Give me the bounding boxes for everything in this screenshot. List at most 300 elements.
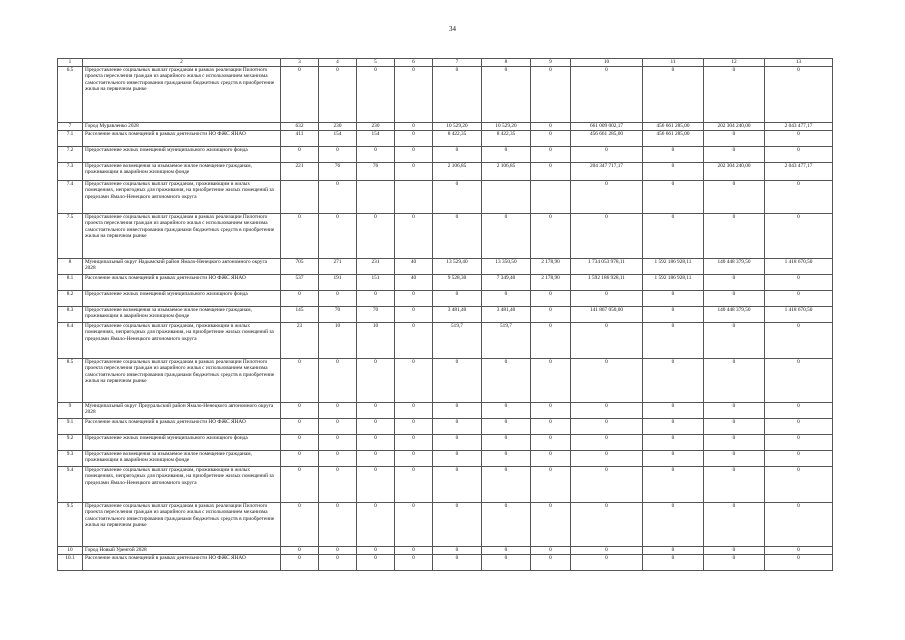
value-cell: 10 529,20 [482,123,531,131]
value-cell: 0 [571,435,643,451]
value-cell: 0 [643,467,704,503]
row-number-cell: 7.2 [58,147,83,163]
value-cell: 140 448 379,50 [704,307,765,323]
value-cell: 0 [281,503,319,547]
value-cell: 0 [433,181,482,214]
value-cell: 0 [765,435,833,451]
value-cell: 76 [357,163,395,181]
value-cell: 0 [765,555,833,571]
value-cell: 705 [281,259,319,275]
value-cell: 0 [482,291,531,307]
value-cell: 0 [357,214,395,259]
value-cell: 0 [319,435,357,451]
value-cell: 0 [704,467,765,503]
value-cell: 3 481,40 [433,307,482,323]
value-cell: 221 [281,163,319,181]
value-cell: 0 [395,451,433,467]
table-row [58,131,833,147]
value-cell: 0 [281,547,319,555]
value-cell: 0 [531,131,571,147]
value-cell: 0 [482,547,531,555]
value-cell: 0 [704,147,765,163]
value-cell: 0 [571,147,643,163]
value-cell: 0 [571,214,643,259]
value-cell: 0 [571,323,643,359]
value-cell: 0 [531,547,571,555]
value-cell: 0 [765,503,833,547]
row-number-cell: 8.4 [58,323,83,359]
row-description-cell: Предоставление социальных выплат гражданам, проживающим в жилых помещениях, непригодных для проживания, на приобретение жилых помещений за пределами Ямало-Ненецкого автономного округа [83,181,281,214]
value-cell: 154 [319,131,357,147]
value-cell: 0 [531,291,571,307]
value-cell [395,181,433,214]
value-cell: 0 [531,147,571,163]
row-number-cell: 9.3 [58,451,83,467]
value-cell: 0 [643,147,704,163]
value-cell: 0 [319,147,357,163]
value-cell: 0 [765,181,833,214]
value-cell: 0 [395,307,433,323]
column-header: 3 [281,59,319,67]
column-header: 10 [571,59,643,67]
value-cell: 0 [643,503,704,547]
value-cell [281,181,319,214]
value-cell: 0 [704,547,765,555]
value-cell: 0 [531,451,571,467]
value-cell: 0 [482,419,531,435]
value-cell: 2 178,90 [531,275,571,291]
value-cell: 0 [704,67,765,123]
value-cell: 0 [482,503,531,547]
value-cell: 7 349,40 [482,275,531,291]
table-row [58,435,833,451]
value-cell: 1 418 670,50 [765,259,833,275]
table-row [58,275,833,291]
value-cell: 0 [531,467,571,503]
value-cell: 0 [357,467,395,503]
value-cell: 0 [395,403,433,419]
value-cell: 0 [765,467,833,503]
value-cell: 0 [531,67,571,123]
value-cell: 0 [765,451,833,467]
column-header: 2 [83,59,281,67]
row-description-cell: Предоставление жилых помещений муниципального жилищного фонда [83,147,281,163]
value-cell: 0 [643,307,704,323]
row-number-cell: 10.1 [58,555,83,571]
row-description-cell: Предоставление социальных выплат гражданам, проживающим в жилых помещениях, непригодных для проживания, на приобретение жилых помещений за пределами Ямало-Ненецкого автономного округа [83,323,281,359]
table-body [58,67,833,571]
value-cell: 202 304 240,00 [704,123,765,131]
value-cell: 70 [357,307,395,323]
row-description-cell: Муниципальный округ Приуральский район Ямало-Ненецкого автономного округа 2028 [83,403,281,419]
value-cell: 13 529,40 [433,259,482,275]
value-cell: 0 [357,291,395,307]
value-cell: 1 592 186 928,11 [571,275,643,291]
value-cell: 0 [482,403,531,419]
value-cell: 0 [395,291,433,307]
value-cell: 0 [395,503,433,547]
value-cell: 0 [704,503,765,547]
column-header: 8 [482,59,531,67]
value-cell: 0 [281,555,319,571]
page-number: 34 [449,25,456,33]
table-row [58,323,833,359]
table-row [58,307,833,323]
value-cell: 1 592 186 928,11 [643,259,704,275]
value-cell: 271 [319,259,357,275]
value-cell: 0 [704,403,765,419]
value-cell: 70 [319,307,357,323]
value-cell: 9 528,30 [433,275,482,291]
value-cell: 0 [395,467,433,503]
value-cell: 0 [281,214,319,259]
value-cell: 0 [433,419,482,435]
value-cell: 0 [643,181,704,214]
value-cell: 0 [281,403,319,419]
value-cell: 40 [395,259,433,275]
value-cell: 1 734 053 978,11 [571,259,643,275]
row-number-cell: 7.5 [58,214,83,259]
value-cell: 2 106,85 [482,163,531,181]
value-cell: 0 [643,291,704,307]
value-cell: 231 [357,259,395,275]
value-cell: 0 [433,555,482,571]
value-cell: 230 [357,123,395,131]
value-cell: 204 347 717,17 [571,163,643,181]
value-cell: 0 [765,214,833,259]
row-number-cell: 7.4 [58,181,83,214]
value-cell: 0 [571,419,643,435]
value-cell: 0 [643,419,704,435]
value-cell: 0 [643,547,704,555]
table-row [58,181,833,214]
value-cell: 0 [765,67,833,123]
value-cell: 0 [531,214,571,259]
value-cell: 0 [482,467,531,503]
value-cell: 0 [482,214,531,259]
value-cell: 2 178,90 [531,259,571,275]
value-cell: 0 [704,555,765,571]
value-cell: 0 [319,359,357,403]
value-cell: 0 [395,359,433,403]
column-header: 9 [531,59,571,67]
value-cell: 0 [643,67,704,123]
table-row [58,555,833,571]
value-cell: 0 [482,555,531,571]
value-cell: 0 [482,359,531,403]
value-cell: 2 043 477,17 [765,163,833,181]
value-cell: 0 [482,147,531,163]
value-cell: 0 [395,123,433,131]
row-description-cell: Муниципальный округ Надымский район Ямало-Ненецкого автономного округа 2028 [83,259,281,275]
value-cell: 0 [482,435,531,451]
value-cell: 0 [357,547,395,555]
value-cell [482,181,531,214]
table-row [58,67,833,123]
value-cell: 0 [319,503,357,547]
value-cell: 0 [643,359,704,403]
value-cell: 0 [395,163,433,181]
row-number-cell: 8.2 [58,291,83,307]
value-cell: 0 [643,214,704,259]
value-cell: 0 [765,419,833,435]
value-cell: 0 [357,67,395,123]
value-cell: 0 [643,403,704,419]
value-cell: 0 [765,275,833,291]
table-row [58,419,833,435]
value-cell: 661 009 002,17 [571,123,643,131]
value-cell: 0 [571,67,643,123]
value-cell: 0 [395,147,433,163]
value-cell: 10 529,20 [433,123,482,131]
value-cell: 1 418 670,50 [765,307,833,323]
value-cell: 0 [319,291,357,307]
column-header: 1 [58,59,83,67]
value-cell: 0 [319,555,357,571]
value-cell: 0 [571,403,643,419]
value-cell: 0 [643,555,704,571]
column-header: 6 [395,59,433,67]
table-row [58,467,833,503]
value-cell: 10 [319,323,357,359]
value-cell: 76 [319,163,357,181]
value-cell: 0 [531,307,571,323]
value-cell: 0 [531,435,571,451]
value-cell: 0 [531,503,571,547]
row-number-cell: 8.1 [58,275,83,291]
row-description-cell: Предоставление социальных выплат гражданам, проживающим в жилых помещениях, непригодных для проживания, на приобретение жилых помещений за пределами Ямало-Ненецкого автономного округа [83,467,281,503]
value-cell: 0 [281,451,319,467]
value-cell: 0 [319,181,357,214]
value-cell: 0 [531,323,571,359]
value-cell: 0 [395,419,433,435]
value-cell: 40 [395,275,433,291]
value-cell: 0 [319,547,357,555]
row-number-cell: 8.5 [58,359,83,403]
data-table [57,58,833,571]
value-cell: 0 [433,359,482,403]
value-cell: 191 [319,275,357,291]
value-cell: 537 [281,275,319,291]
value-cell: 0 [571,451,643,467]
table-row [58,451,833,467]
row-description-cell: Город Муравленко 2028 [83,123,281,131]
value-cell: 140 448 379,50 [704,259,765,275]
value-cell: 0 [357,147,395,163]
row-description-cell: Предоставление социальных выплат гражданам в рамках реализации Пилотного проекта переселения граждан из аварийного жилья с использованием механизма самостоятельного инвестирования гражданами бюджетных средств в приобретение жилья на первичном рынке [83,214,281,259]
row-description-cell: Расселение жилых помещений в рамках деятельности НО ФЖС ЯНАО [83,131,281,147]
value-cell: 0 [571,181,643,214]
row-number-cell: 10 [58,547,83,555]
row-number-cell: 7 [58,123,83,131]
value-cell: 0 [319,214,357,259]
value-cell: 0 [704,323,765,359]
row-description-cell: Предоставление социальных выплат гражданам в рамках реализации Пилотного проекта переселения граждан из аварийного жилья с использованием механизма самостоятельного инвестирования гражданами бюджетных средств в приобретение жилья на первичном рынке [83,503,281,547]
value-cell: 0 [395,555,433,571]
value-cell: 0 [395,67,433,123]
value-cell: 0 [319,419,357,435]
table-row [58,214,833,259]
value-cell: 0 [433,547,482,555]
table-row [58,403,833,419]
value-cell: 1 592 186 928,11 [643,275,704,291]
value-cell: 519,7 [482,323,531,359]
value-cell: 0 [433,214,482,259]
value-cell: 8 422,35 [482,131,531,147]
value-cell: 0 [531,403,571,419]
value-cell: 23 [281,323,319,359]
row-description-cell: Предоставление социальных выплат гражданам в рамках реализации Пилотного проекта переселения граждан из аварийного жилья с использованием механизма самостоятельного инвестирования гражданами бюджетных средств в приобретение жилья на первичном рынке [83,359,281,403]
row-description-cell: Предоставление социальных выплат гражданам в рамках реализации Пилотного проекта переселения граждан из аварийного жилья с использованием механизма самостоятельного инвестирования гражданами бюджетных средств в приобретение жилья на первичном рынке [83,67,281,123]
table-row [58,503,833,547]
value-cell: 0 [395,323,433,359]
value-cell: 0 [531,555,571,571]
table-row [58,291,833,307]
value-cell: 0 [319,451,357,467]
row-number-cell: 9.2 [58,435,83,451]
value-cell: 0 [531,163,571,181]
value-cell [357,181,395,214]
value-cell: 519,7 [433,323,482,359]
value-cell: 0 [395,131,433,147]
value-cell: 145 [281,307,319,323]
value-cell: 0 [395,547,433,555]
value-cell: 0 [281,419,319,435]
value-cell: 202 304 240,00 [704,163,765,181]
row-description-cell: Расселение жилых помещений в рамках деятельности НО ФЖС ЯНАО [83,419,281,435]
value-cell: 456 661 285,00 [571,131,643,147]
value-cell: 0 [531,359,571,403]
value-cell: 0 [482,451,531,467]
column-header: 11 [643,59,704,67]
value-cell: 0 [357,503,395,547]
value-cell: 0 [433,147,482,163]
row-description-cell: Расселение жилых помещений в рамках деятельности НО ФЖС ЯНАО [83,275,281,291]
value-cell: 411 [281,131,319,147]
row-number-cell: 9.1 [58,419,83,435]
value-cell: 0 [357,435,395,451]
value-cell: 0 [765,547,833,555]
value-cell: 0 [704,359,765,403]
value-cell: 0 [765,131,833,147]
value-cell: 3 481,40 [482,307,531,323]
value-cell: 0 [357,555,395,571]
row-description-cell: Предоставление возмещения за изымаемое жилое помещение гражданам, проживающим в аварийном жилищном фонде [83,163,281,181]
value-cell: 0 [433,67,482,123]
row-description-cell: Предоставление возмещения за изымаемое жилое помещение гражданам, проживающим в аварийном жилищном фонде [83,451,281,467]
value-cell: 0 [433,467,482,503]
value-cell: 0 [704,419,765,435]
value-cell: 2 043 477,17 [765,123,833,131]
value-cell: 0 [704,275,765,291]
value-cell: 0 [357,403,395,419]
value-cell: 0 [319,467,357,503]
table-row [58,163,833,181]
value-cell: 0 [704,214,765,259]
value-cell: 0 [704,435,765,451]
row-number-cell: 8 [58,259,83,275]
value-cell: 0 [319,67,357,123]
value-cell: 0 [571,359,643,403]
row-number-cell: 9.5 [58,503,83,547]
row-number-cell: 7.1 [58,131,83,147]
value-cell: 0 [531,419,571,435]
value-cell: 632 [281,123,319,131]
value-cell: 0 [704,451,765,467]
value-cell: 0 [571,467,643,503]
table-row [58,359,833,403]
row-number-cell: 7.3 [58,163,83,181]
value-cell: 0 [482,67,531,123]
row-description-cell: Предоставление возмещения за изымаемое жилое помещение гражданам, проживающим в аварийном жилищном фонде [83,307,281,323]
value-cell: 8 422,35 [433,131,482,147]
column-header: 5 [357,59,395,67]
value-cell: 2 106,85 [433,163,482,181]
value-cell: 0 [765,147,833,163]
value-cell: 0 [643,435,704,451]
value-cell: 0 [433,291,482,307]
value-cell: 13 350,50 [482,259,531,275]
value-cell: 0 [571,291,643,307]
row-description-cell: Предоставление жилых помещений муниципального жилищного фонда [83,291,281,307]
value-cell: 456 661 285,00 [643,123,704,131]
table-row [58,547,833,555]
value-cell: 0 [281,435,319,451]
value-cell: 0 [281,359,319,403]
value-cell: 0 [643,451,704,467]
value-cell: 0 [395,435,433,451]
value-cell: 0 [704,291,765,307]
value-cell: 0 [765,323,833,359]
row-description-cell: Расселение жилых помещений в рамках деятельности НО ФЖС ЯНАО [83,555,281,571]
value-cell: 0 [765,359,833,403]
value-cell: 0 [571,503,643,547]
row-number-cell: 9 [58,403,83,419]
value-cell: 0 [281,291,319,307]
value-cell: 0 [433,503,482,547]
value-cell: 151 [357,275,395,291]
value-cell: 0 [433,403,482,419]
value-cell: 0 [433,451,482,467]
value-cell: 0 [319,403,357,419]
row-number-cell: 8.3 [58,307,83,323]
row-description-cell: Предоставление жилых помещений муниципального жилищного фонда [83,435,281,451]
value-cell: 0 [281,467,319,503]
value-cell: 0 [704,131,765,147]
value-cell: 0 [571,547,643,555]
value-cell: 0 [765,291,833,307]
header-row [58,59,833,67]
value-cell: 0 [395,214,433,259]
value-cell: 0 [643,323,704,359]
column-header: 12 [704,59,765,67]
column-header: 13 [765,59,833,67]
value-cell: 0 [357,359,395,403]
value-cell: 0 [433,435,482,451]
value-cell: 0 [571,555,643,571]
value-cell: 0 [281,147,319,163]
value-cell: 154 [357,131,395,147]
value-cell: 0 [357,451,395,467]
row-number-cell: 6.5 [58,67,83,123]
value-cell: 0 [357,419,395,435]
column-header: 4 [319,59,357,67]
value-cell: 456 661 285,00 [643,131,704,147]
value-cell: 141 867 050,00 [571,307,643,323]
value-cell: 230 [319,123,357,131]
value-cell: 10 [357,323,395,359]
table-row [58,259,833,275]
